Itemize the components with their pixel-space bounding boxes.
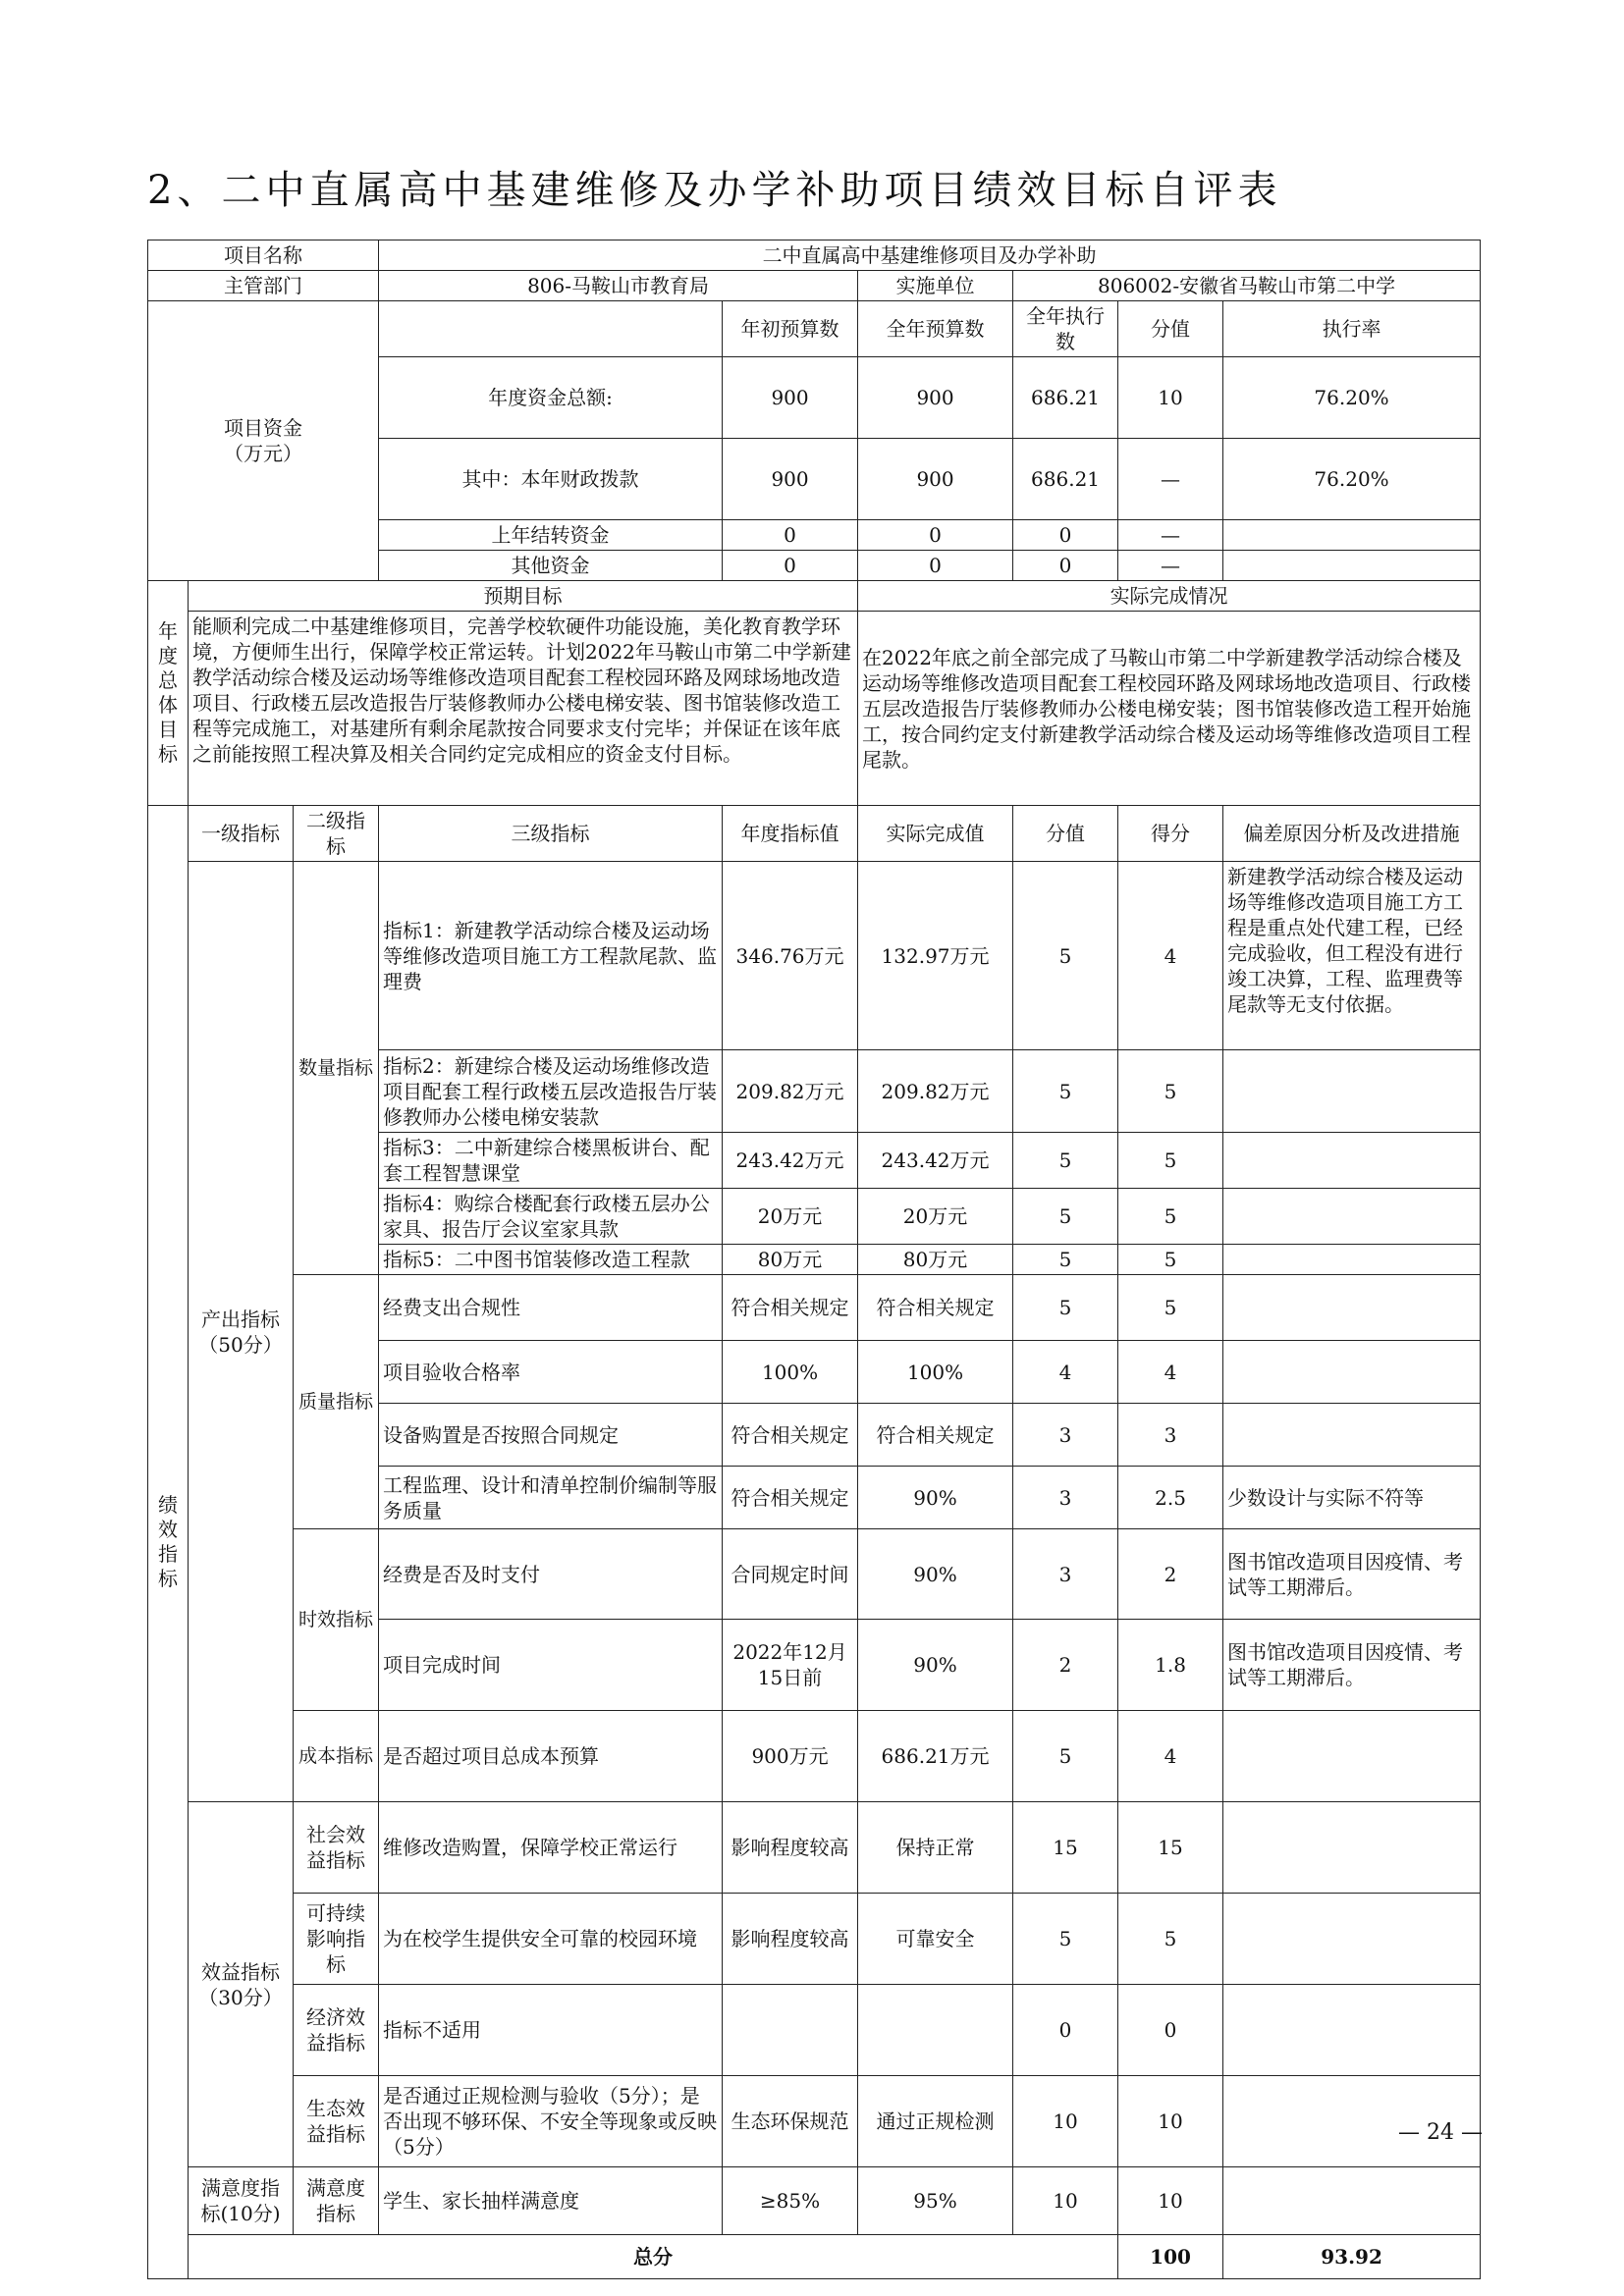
page-title: 2、二中直属高中基建维修及办学补助项目绩效目标自评表 — [147, 168, 1282, 213]
indicator-note — [1223, 1894, 1481, 1985]
indicator-actual: 90% — [858, 1620, 1013, 1711]
page-number: — 24 — — [1398, 2120, 1483, 2145]
indicator-name: 经费支出合规性 — [379, 1275, 723, 1341]
indicator-row — [148, 862, 1481, 1050]
indicator-name: 项目验收合格率 — [379, 1341, 723, 1404]
indicator-row — [148, 1275, 1481, 1341]
indicator-target: 100% — [723, 1341, 858, 1404]
perf-col-level1: 一级指标 — [189, 806, 294, 862]
indicator-score: 15 — [1118, 1802, 1223, 1894]
indicator-note: 图书馆改造项目因疫情、考试等工期滞后。 — [1223, 1620, 1481, 1711]
indicator-score: 3 — [1118, 1404, 1223, 1467]
indicator-target: 2022年12月 15日前 — [723, 1620, 858, 1711]
indicator-note — [1223, 1404, 1481, 1467]
perf-col-level3: 三级指标 — [379, 806, 723, 862]
indicator-weight: 5 — [1013, 1133, 1118, 1189]
indicator-name: 工程监理、设计和清单控制价编制等服务质量 — [379, 1467, 723, 1529]
indicator-row — [148, 1711, 1481, 1802]
indicator-score: 5 — [1118, 1894, 1223, 1985]
perf-col-target: 年度指标值 — [723, 806, 858, 862]
indicator-actual: 90% — [858, 1529, 1013, 1620]
project-name-row — [148, 240, 1481, 271]
funds-initial: 0 — [723, 551, 858, 581]
funds-annual: 0 — [858, 551, 1013, 581]
indicator-note: 少数设计与实际不符等 — [1223, 1467, 1481, 1529]
perf-col-weight: 分值 — [1013, 806, 1118, 862]
indicator-name: 是否通过正规检测与验收（5分）；是否出现不够环保、不安全等现象或反映（5分） — [379, 2076, 723, 2167]
impl-label: 实施单位 — [858, 271, 1013, 301]
indicator-actual: 132.97万元 — [858, 862, 1013, 1050]
indicator-score: 2.5 — [1118, 1467, 1223, 1529]
indicator-name: 指标5：二中图书馆装修改造工程款 — [379, 1245, 723, 1275]
quantity-label: 数量指标 — [294, 862, 379, 1275]
goals-label: 年 度 总 体 目 标 — [148, 581, 189, 806]
indicator-target: 209.82万元 — [723, 1050, 858, 1133]
total-score: 93.92 — [1223, 2235, 1481, 2279]
indicator-target: 243.42万元 — [723, 1133, 858, 1189]
indicator-actual: 20万元 — [858, 1189, 1013, 1245]
funds-executed: 686.21 — [1013, 357, 1118, 439]
indicator-row — [148, 1985, 1481, 2076]
indicator-note: 图书馆改造项目因疫情、考试等工期滞后。 — [1223, 1529, 1481, 1620]
indicator-name: 维修改造购置，保障学校正常运行 — [379, 1802, 723, 1894]
funds-annual: 0 — [858, 520, 1013, 551]
indicator-score: 10 — [1118, 2167, 1223, 2235]
indicator-note — [1223, 1802, 1481, 1894]
project-name-value: 二中直属高中基建维修项目及办学补助 — [379, 240, 1481, 271]
perf-label: 绩 效 指 标 — [148, 806, 189, 2279]
indicator-name: 经费是否及时支付 — [379, 1529, 723, 1620]
indicator-target: 346.76万元 — [723, 862, 858, 1050]
indicator-score: 10 — [1118, 2076, 1223, 2167]
funds-row-name: 上年结转资金 — [379, 520, 723, 551]
indicator-row — [148, 2167, 1481, 2235]
perf-header-row — [148, 806, 1481, 862]
impl-value: 806002-安徽省马鞍山市第二中学 — [1013, 271, 1481, 301]
indicator-actual: 90% — [858, 1467, 1013, 1529]
funds-row-name: 其中：本年财政拨款 — [379, 439, 723, 520]
indicator-row — [148, 1894, 1481, 1985]
funds-executed: 0 — [1013, 551, 1118, 581]
indicator-note — [1223, 2167, 1481, 2235]
indicator-target: 符合相关规定 — [723, 1467, 858, 1529]
indicator-note — [1223, 1275, 1481, 1341]
indicator-row — [148, 2076, 1481, 2167]
indicator-score: 0 — [1118, 1985, 1223, 2076]
indicator-name: 指标4：购综合楼配套行政楼五层办公家具、报告厅会议室家具款 — [379, 1189, 723, 1245]
funds-col-weight: 分值 — [1118, 301, 1223, 357]
indicator-weight: 5 — [1013, 862, 1118, 1050]
indicator-target: 80万元 — [723, 1245, 858, 1275]
quality-label: 质量指标 — [294, 1275, 379, 1529]
indicator-name: 是否超过项目总成本预算 — [379, 1711, 723, 1802]
ecological-benefit-label: 生态效 益指标 — [294, 2076, 379, 2167]
indicator-name: 指标3：二中新建综合楼黑板讲台、配套工程智慧课堂 — [379, 1133, 723, 1189]
indicator-name: 项目完成时间 — [379, 1620, 723, 1711]
indicator-actual: 符合相关规定 — [858, 1404, 1013, 1467]
indicator-actual: 95% — [858, 2167, 1013, 2235]
funds-weight: — — [1118, 439, 1223, 520]
indicator-target: 符合相关规定 — [723, 1404, 858, 1467]
expected-goal-label: 预期目标 — [189, 581, 858, 612]
funds-col-annual: 全年预算数 — [858, 301, 1013, 357]
performance-evaluation-table — [147, 240, 1481, 2279]
indicator-actual: 243.42万元 — [858, 1133, 1013, 1189]
funds-initial: 900 — [723, 439, 858, 520]
funds-initial: 0 — [723, 520, 858, 551]
indicator-score: 5 — [1118, 1189, 1223, 1245]
indicator-weight: 5 — [1013, 1711, 1118, 1802]
indicator-weight: 5 — [1013, 1275, 1118, 1341]
indicator-note — [1223, 1050, 1481, 1133]
indicator-weight: 5 — [1013, 1894, 1118, 1985]
funds-rate — [1223, 551, 1481, 581]
funds-col-initial: 年初预算数 — [723, 301, 858, 357]
economic-benefit-label: 经济效 益指标 — [294, 1985, 379, 2076]
indicator-name: 学生、家长抽样满意度 — [379, 2167, 723, 2235]
project-name-label: 项目名称 — [148, 240, 379, 271]
indicator-score: 5 — [1118, 1050, 1223, 1133]
indicator-actual: 符合相关规定 — [858, 1275, 1013, 1341]
indicator-weight: 5 — [1013, 1189, 1118, 1245]
indicator-note — [1223, 1711, 1481, 1802]
indicator-name: 指标不适用 — [379, 1985, 723, 2076]
indicator-score: 2 — [1118, 1529, 1223, 1620]
output-label: 产出指标 （50分） — [189, 862, 294, 1802]
funds-label: 项目资金 （万元） — [148, 301, 379, 581]
indicator-score: 4 — [1118, 1341, 1223, 1404]
indicator-target: 20万元 — [723, 1189, 858, 1245]
funds-executed: 686.21 — [1013, 439, 1118, 520]
indicator-score: 5 — [1118, 1133, 1223, 1189]
funds-weight: — — [1118, 520, 1223, 551]
expected-goal-text: 能顺利完成二中基建维修项目，完善学校软硬件功能设施，美化教育教学环境，方便师生出行，保障学校正常运转。计划2022年马鞍山市第二中学新建教学活动综合楼及运动场等维修改造项目配套工程校园环路及网球场地改造项目、行政楼五层改造报告厅装修教师办公楼电梯安装、图书馆装修改造工程等完成施工，对基建所有剩余尾款按合同要求支付完毕；并保证在该年底之前能按照工程决算及相关合同约定完成相应的资金支付目标。 — [189, 612, 858, 806]
perf-col-actual: 实际完成值 — [858, 806, 1013, 862]
indicator-weight: 3 — [1013, 1467, 1118, 1529]
funds-rate: 76.20% — [1223, 439, 1481, 520]
actual-goal-text: 在2022年底之前全部完成了马鞍山市第二中学新建教学活动综合楼及运动场等维修改造项目配套工程校园环路及网球场地改造项目、行政楼五层改造报告厅装修教师办公楼电梯安装；图书馆装修改造工程开始施工，按合同约定支付新建教学活动综合楼及运动场等维修改造项目工程尾款。 — [858, 612, 1481, 806]
indicator-actual: 686.21万元 — [858, 1711, 1013, 1802]
indicator-target: 影响程度较高 — [723, 1802, 858, 1894]
indicator-note — [1223, 1341, 1481, 1404]
funds-annual: 900 — [858, 357, 1013, 439]
funds-row-name: 其他资金 — [379, 551, 723, 581]
total-weight: 100 — [1118, 2235, 1223, 2279]
indicator-weight: 10 — [1013, 2076, 1118, 2167]
total-label: 总分 — [189, 2235, 1118, 2279]
indicator-target: 生态环保规范 — [723, 2076, 858, 2167]
perf-col-level2: 二级指标 — [294, 806, 379, 862]
indicator-name: 为在校学生提供安全可靠的校园环境 — [379, 1894, 723, 1985]
sustainable-impact-label: 可持续 影响指 标 — [294, 1894, 379, 1985]
funds-col-executed: 全年执行数 — [1013, 301, 1118, 357]
indicator-weight: 10 — [1013, 2167, 1118, 2235]
indicator-weight: 2 — [1013, 1620, 1118, 1711]
benefit-label: 效益指标 （30分） — [189, 1802, 294, 2167]
indicator-score: 5 — [1118, 1245, 1223, 1275]
indicator-weight: 3 — [1013, 1529, 1118, 1620]
indicator-name: 设备购置是否按照合同规定 — [379, 1404, 723, 1467]
indicator-score: 5 — [1118, 1275, 1223, 1341]
funds-header-row — [148, 301, 1481, 357]
indicator-name: 指标2：新建综合楼及运动场维修改造项目配套工程行政楼五层改造报告厅装修教师办公楼电梯安装款 — [379, 1050, 723, 1133]
indicator-actual: 通过正规检测 — [858, 2076, 1013, 2167]
indicator-target: 影响程度较高 — [723, 1894, 858, 1985]
indicator-weight: 3 — [1013, 1404, 1118, 1467]
funds-initial: 900 — [723, 357, 858, 439]
indicator-note — [1223, 1985, 1481, 2076]
indicator-score: 4 — [1118, 862, 1223, 1050]
indicator-actual: 保持正常 — [858, 1802, 1013, 1894]
indicator-weight: 5 — [1013, 1050, 1118, 1133]
indicator-note — [1223, 1245, 1481, 1275]
indicator-target: 合同规定时间 — [723, 1529, 858, 1620]
indicator-weight: 0 — [1013, 1985, 1118, 2076]
funds-executed: 0 — [1013, 520, 1118, 551]
funds-col-rate: 执行率 — [1223, 301, 1481, 357]
indicator-target: 900万元 — [723, 1711, 858, 1802]
indicator-row — [148, 1529, 1481, 1620]
indicator-weight: 4 — [1013, 1341, 1118, 1404]
funds-row-name: 年度资金总额: — [379, 357, 723, 439]
cost-label: 成本指标 — [294, 1711, 379, 1802]
indicator-score: 1.8 — [1118, 1620, 1223, 1711]
indicator-score: 4 — [1118, 1711, 1223, 1802]
funds-annual: 900 — [858, 439, 1013, 520]
funds-rate: 76.20% — [1223, 357, 1481, 439]
satisfaction-sub-label: 满意度 指标 — [294, 2167, 379, 2235]
goals-content-row — [148, 612, 1481, 806]
department-row — [148, 271, 1481, 301]
funds-empty-head — [379, 301, 723, 357]
indicator-note — [1223, 1133, 1481, 1189]
indicator-actual — [858, 1985, 1013, 2076]
goals-header-row — [148, 581, 1481, 612]
timeliness-label: 时效指标 — [294, 1529, 379, 1711]
funds-weight: 10 — [1118, 357, 1223, 439]
dept-value: 806-马鞍山市教育局 — [379, 271, 858, 301]
total-row — [148, 2235, 1481, 2279]
actual-goal-label: 实际完成情况 — [858, 581, 1481, 612]
indicator-target — [723, 1985, 858, 2076]
indicator-row — [148, 1802, 1481, 1894]
indicator-target: ≥85% — [723, 2167, 858, 2235]
indicator-actual: 100% — [858, 1341, 1013, 1404]
perf-col-score: 得分 — [1118, 806, 1223, 862]
indicator-actual: 可靠安全 — [858, 1894, 1013, 1985]
indicator-note — [1223, 1189, 1481, 1245]
social-benefit-label: 社会效 益指标 — [294, 1802, 379, 1894]
indicator-name: 指标1：新建教学活动综合楼及运动场等维修改造项目施工方工程款尾款、监理费 — [379, 862, 723, 1050]
satisfaction-label: 满意度指 标(10分) — [189, 2167, 294, 2235]
indicator-actual: 209.82万元 — [858, 1050, 1013, 1133]
funds-weight: — — [1118, 551, 1223, 581]
dept-label: 主管部门 — [148, 271, 379, 301]
perf-col-note: 偏差原因分析及改进措施 — [1223, 806, 1481, 862]
indicator-weight: 15 — [1013, 1802, 1118, 1894]
indicator-note: 新建教学活动综合楼及运动场等维修改造项目施工方工程是重点处代建工程，已经完成验收，但工程没有进行竣工决算，工程、监理费等尾款等无支付依据。 — [1223, 862, 1481, 1050]
funds-rate — [1223, 520, 1481, 551]
indicator-actual: 80万元 — [858, 1245, 1013, 1275]
indicator-weight: 5 — [1013, 1245, 1118, 1275]
indicator-target: 符合相关规定 — [723, 1275, 858, 1341]
